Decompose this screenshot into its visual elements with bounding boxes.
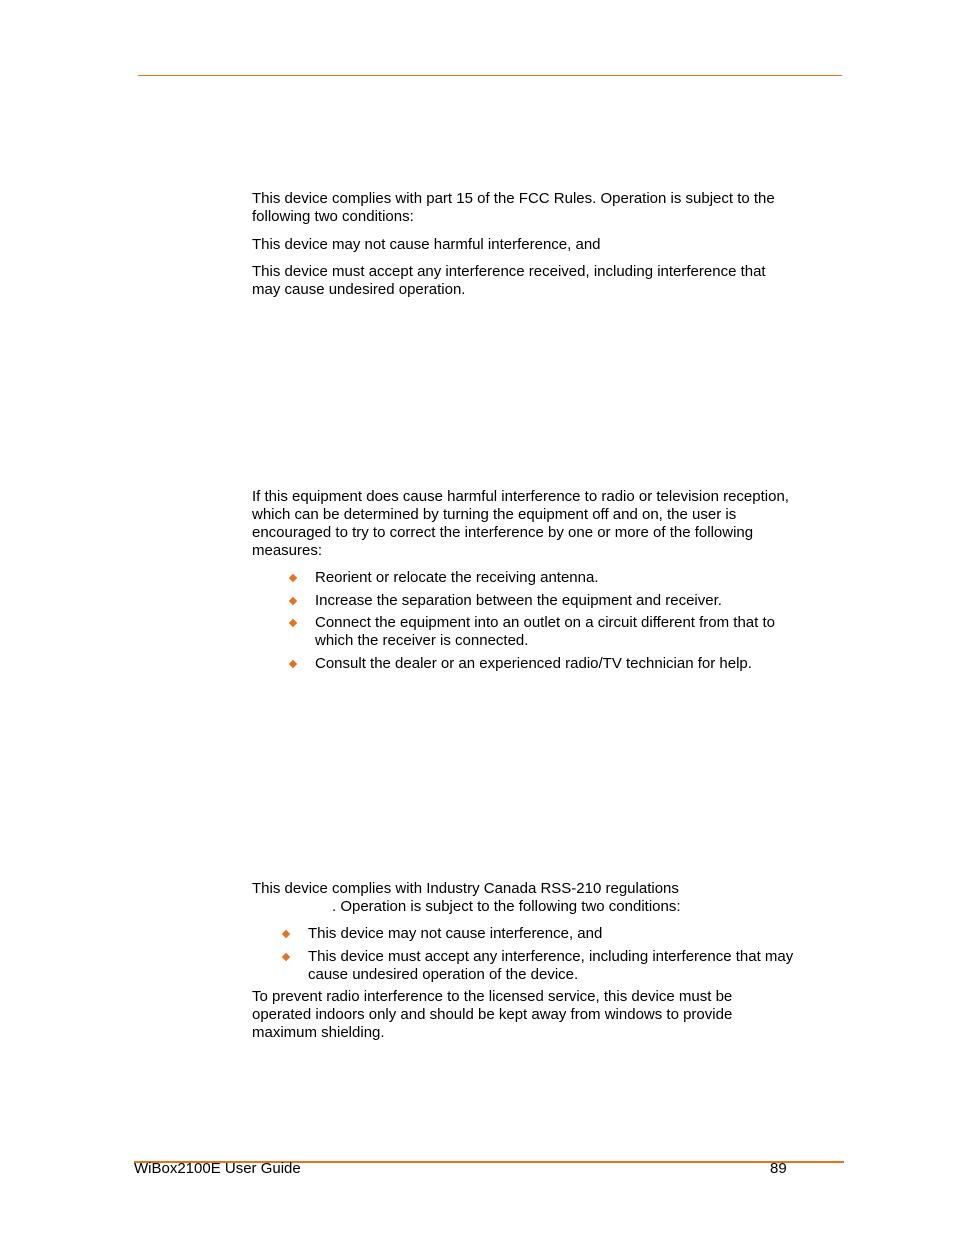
canada-paragraph [252, 880, 822, 916]
fcc-condition-2-text: This device must accept any interference received, including interference that may cause undesired operation. [252, 263, 766, 298]
canada-closing-paragraph [252, 988, 772, 1042]
interference-paragraph [252, 488, 817, 560]
header-rule [138, 75, 842, 76]
page-number: 89 [770, 1160, 787, 1177]
diamond-bullet-icon [289, 597, 297, 605]
measure-text: Increase the separation between the equipment and receiver. [315, 592, 722, 609]
diamond-bullet-icon [289, 574, 297, 582]
measure-text: Connect the equipment into an outlet on a circuit different from that to which the receiver is connected. [315, 614, 775, 649]
fcc-intro-text: This device complies with part 15 of the FCC Rules. Operation is subject to the following two conditions: [252, 190, 775, 225]
fcc-compliance-paragraph [252, 190, 812, 226]
diamond-bullet-icon [289, 660, 297, 668]
diamond-bullet-icon [282, 930, 290, 938]
condition-text: This device must accept any interference, including interference that may cause undesired operation of the device. [308, 948, 794, 983]
canada-text-line-1: This device complies with Industry Canada RSS-210 regulations [252, 880, 679, 897]
measure-text: Reorient or relocate the receiving antenna. [315, 569, 599, 586]
fcc-condition-2 [252, 263, 797, 299]
measure-text: Consult the dealer or an experienced radio/TV technician for help. [315, 655, 752, 672]
interference-text: If this equipment does cause harmful interference to radio or television reception, which can be determined by turning the equipment off and on, the user is encouraged to try to correct the interference by one or more of the following measures: [252, 488, 789, 559]
condition-text: This device may not cause interference, and [308, 925, 603, 942]
diamond-bullet-icon [289, 619, 297, 627]
diamond-bullet-icon [282, 953, 290, 961]
canada-closing-text: To prevent radio interference to the licensed service, this device must be operated indoors only and should be kept away from windows to provide maximum shielding. [252, 988, 733, 1041]
fcc-condition-1-text: This device may not cause harmful interference, and [252, 236, 601, 253]
footer-title: WiBox2100E User Guide [134, 1160, 301, 1177]
canada-text-line-2: . Operation is subject to the following two conditions: [332, 898, 681, 915]
fcc-condition-1 [252, 236, 822, 254]
